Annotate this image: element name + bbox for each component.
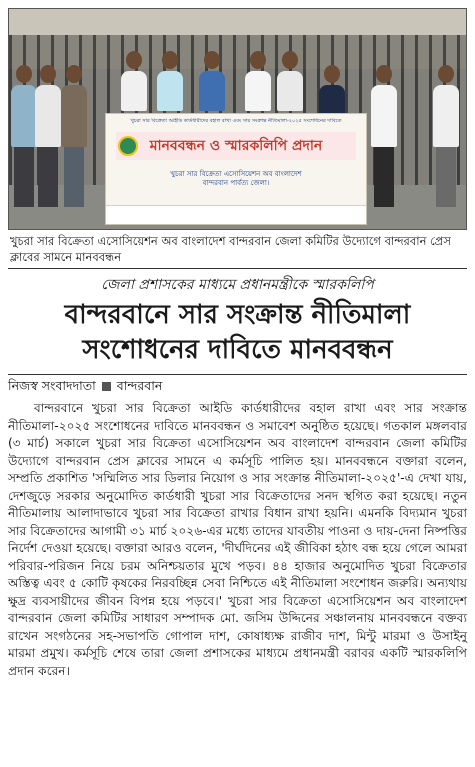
- news-photo: [8, 8, 467, 230]
- article-headline: বান্দরবানে সার সংক্রান্ত নীতিমালা সংশোধনের দাবিতে মানববন্ধন: [64, 300, 411, 365]
- person-figure: [277, 51, 303, 111]
- person-figure: [35, 65, 61, 207]
- banner-organization: খুচরা সার বিক্রেতা এসোসিয়েশন অব বাংলাদেশ বান্দরবান পার্বত্য জেলা।: [170, 170, 302, 188]
- divider: [8, 268, 467, 269]
- person-figure: [199, 51, 225, 111]
- person-figure: [11, 65, 37, 207]
- photo-caption: খুচরা সার বিক্রেতা এসোসিয়েশন অব বাংলাদেশ বান্দরবান জেলা কমিটির উদ্যোগে বান্দরবান প্রেস ক্লাবের সামনে মানববন্ধন: [10, 234, 451, 264]
- person-figure: [371, 65, 397, 207]
- reporter-name: নিজস্ব সংবাদদাতা: [8, 378, 96, 393]
- article-kicker: জেলা প্রশাসকের মাধ্যমে প্রধানমন্ত্রীকে স্মারকলিপি: [101, 277, 374, 293]
- organization-logo-icon: [118, 136, 138, 156]
- banner-title: মানববন্ধন ও স্মারকলিপি প্রদান: [116, 132, 356, 160]
- banner-footer-strip: [106, 205, 366, 224]
- banner-top-text: খুচরা সার বিক্রেতা আইডি কার্ডধারীদের বহাল রাখা এবং সার সংক্রান্ত নীতিমালা-২০২৫ সংশোধনের দাবিতে: [130, 118, 342, 124]
- dateline-location: বান্দরবান: [116, 378, 163, 393]
- person-figure: [245, 51, 271, 111]
- article-body: বান্দরবানে খুচরা সার বিক্রেতা আইডি কার্ডধারীদের বহাল রাখা এবং সার সংক্রান্ত নীতিমালা-২০২৫ সংশোধনের দাবিতে মানববন্ধন ও সমাবেশ অনুষ্ঠিত হয়েছে। গতকাল মঙ্গলবার (৩ মার্চ) সকালে খুচরা সার বিক্রেতা এসোসিয়েশন অব বাংলাদেশ বান্দরবান জেলা কমিটির উদ্যোগে বান্দরবান প্রেস ক্লাবের সামনে এ কর্মসূচি পালিত হয়। মানববন্ধনে বক্তারা বলেন, সম্প্রতি প্রকাশিত 'সম্মিলিত সার ডিলার নিয়োগ ও সার সংক্রান্ত নীতিমালা-২০২৫'-এ দেখা যায়, দেশজুড়ে সরকার অনুমোদিত কার্ডধারী খুচরা সার বিক্রেতাদের সনদ স্থগিত করা হয়েছে। নতুন নীতিমালায় আলাদাভাবে খুচরা সার বিক্রেতা রাখার বিধান রাখা হয়নি। এমনকি বিদ্যমান খুচরা সার বিক্রেতাদের আগামী ৩১ মার্চ ২০২৬-এর মধ্যে তাদের যাবতীয় পাওনা ও দায়-দেনা নিষ্পত্তির নির্দেশ দেওয়া হয়েছে। বক্তারা আরও বলেন, 'দীর্ঘদিনের এই জীবিকা হঠাৎ বন্ধ হয়ে গেলে আমরা পরিবার-পরিজন নিয়ে চরম অনিশ্চয়তার মুখে পড়ব। ৪৪ হাজার অনুমোদিত খুচরা বিক্রেতার অস্তিত্ব এবং ৫ কোটি কৃষকের নিরবচ্ছিন্ন সেবা নিশ্চিতে এই নীতিমালা সংশোধন জরুরি। অন্যথায় ক্ষুদ্র ব্যবসায়ীদের জীবন বিপন্ন হয়ে পড়বে।' খুচরা সার বিক্রেতা এসোসিয়েশন অব বাংলাদেশ বান্দরবান জেলা কমিটির সাধারণ সম্পাদক মো. জসিম উদ্দিনের সঞ্চালনায় মানববন্ধনে বক্তব্য রাখেন সংগঠনের সহ-সভাপতি গোপাল দাশ, কোষাধ্যক্ষ রাজীব দাশ, মিন্টু মারমা ও উসাইনু মারমা প্রমুখ। কর্মসূচি শেষে তারা জেলা প্রশাসকের মাধ্যমে প্রধানমন্ত্রী বরাবর একটি স্মারকলিপি প্রদান করেন।: [8, 401, 467, 678]
- person-figure: [157, 51, 183, 111]
- divider: [8, 374, 467, 375]
- person-figure: [121, 51, 147, 111]
- person-figure: [61, 65, 87, 207]
- byline: [8, 378, 162, 398]
- person-figure: [433, 65, 459, 207]
- protest-banner: [105, 113, 367, 225]
- separator-square-icon: [102, 382, 111, 391]
